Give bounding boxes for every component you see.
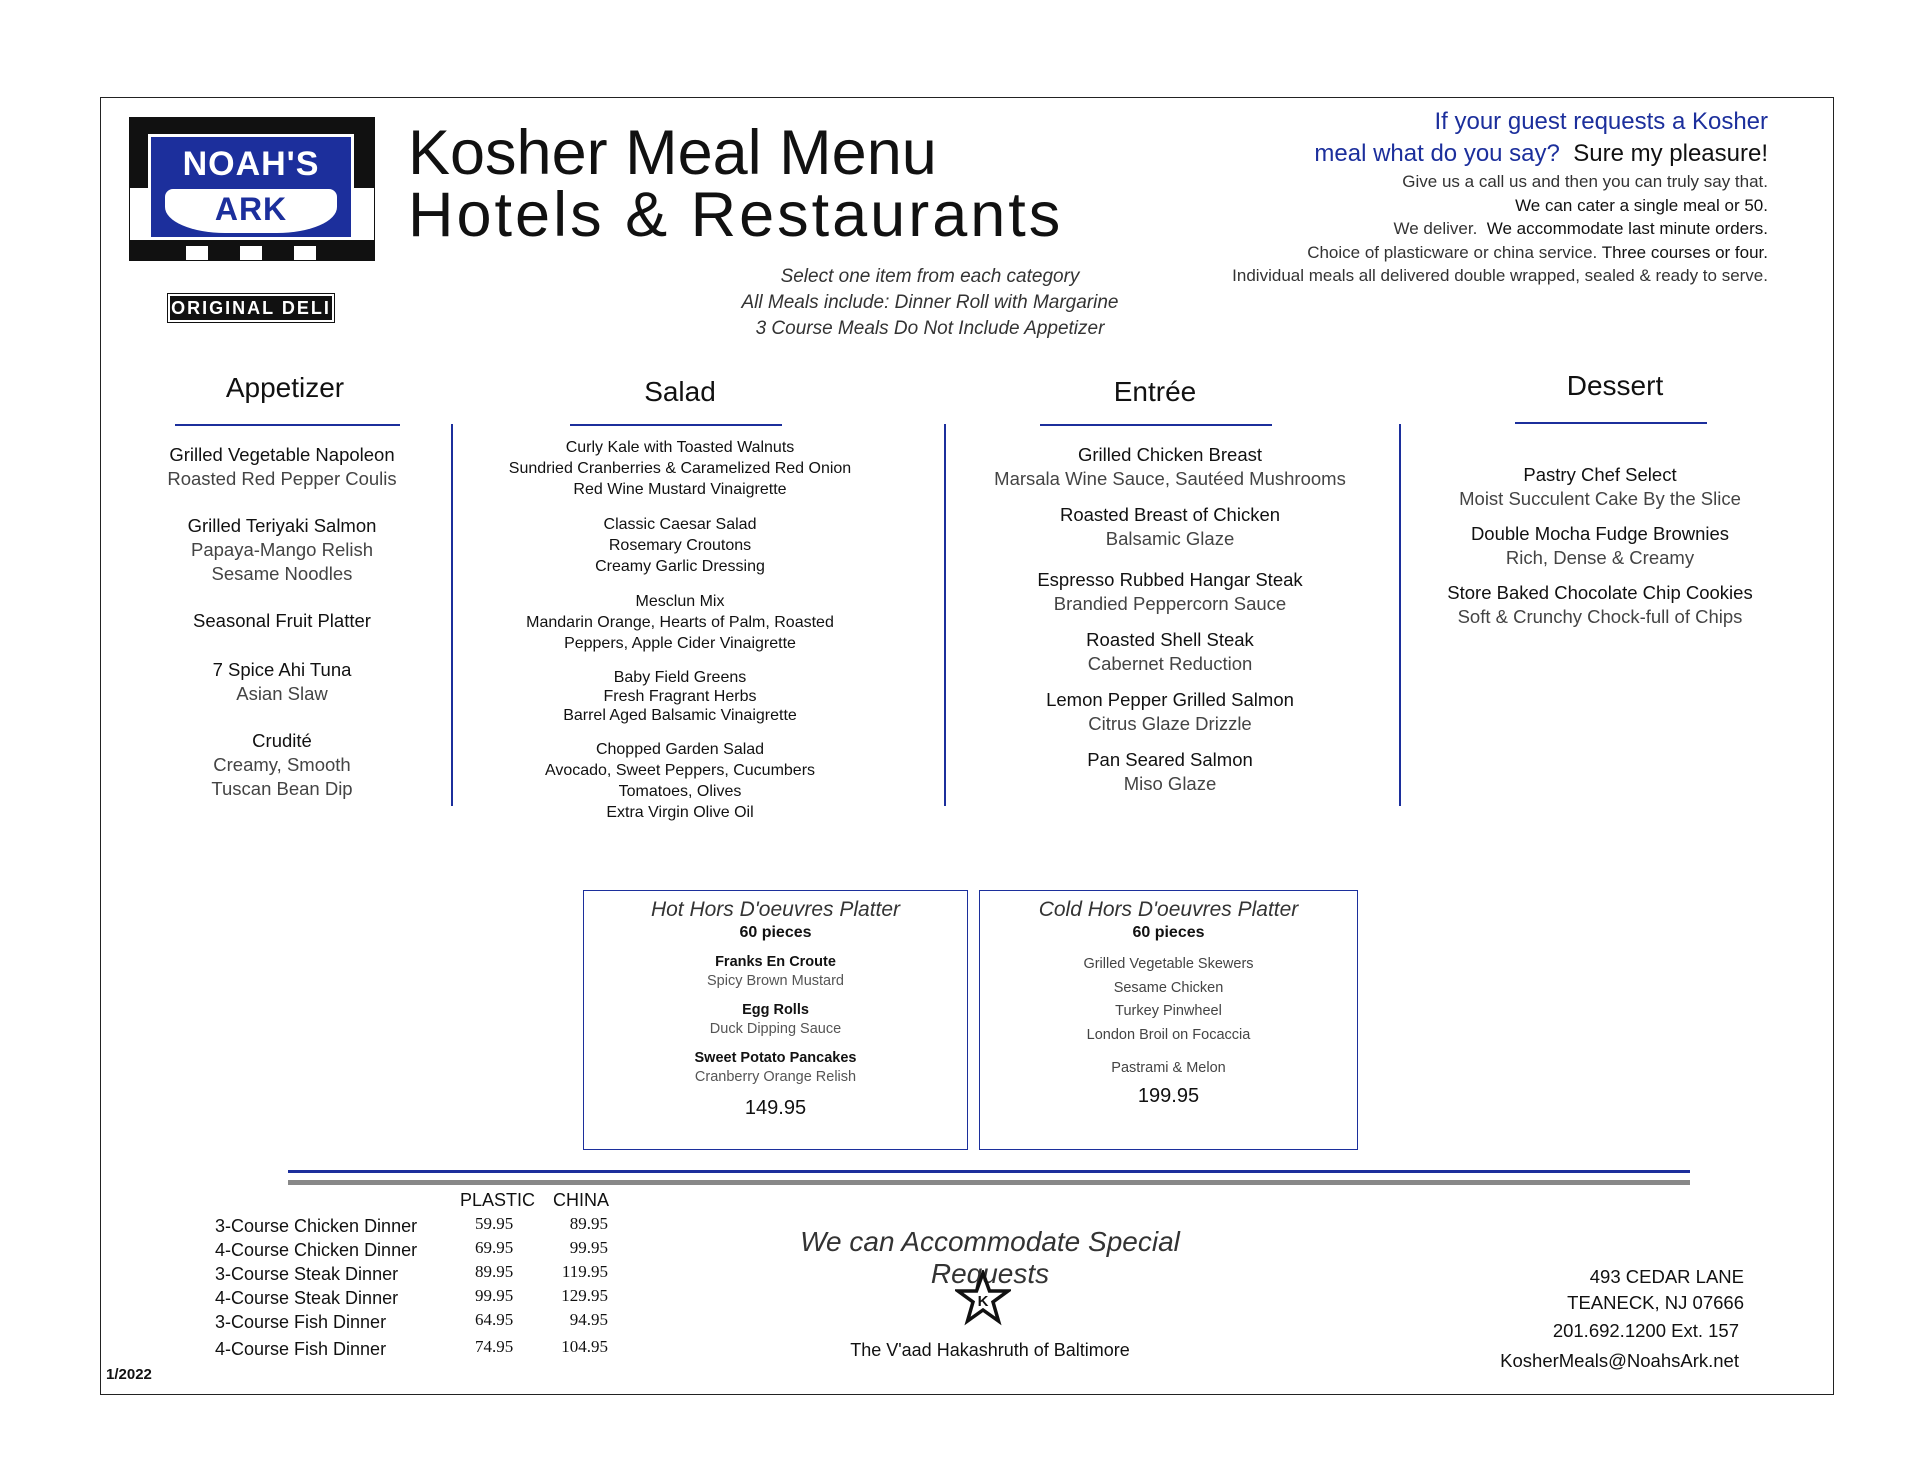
cold-platter-box xyxy=(979,890,1358,1150)
entree-heading: Entrée xyxy=(1113,376,1197,407)
certification-text: The V'aad Hakashruth of Baltimore xyxy=(850,1340,1130,1360)
list-item: Roasted Breast of Chicken Balsamic Glaze xyxy=(1059,504,1281,549)
cold-platter-extra: Pastrami & Melon xyxy=(1111,1060,1226,1076)
logo-line2: ARK xyxy=(214,191,288,227)
entree-rule xyxy=(1040,424,1272,426)
cold-platter-title: Cold Hors D'oeuvres Platter xyxy=(1038,898,1299,921)
svg-text:K: K xyxy=(977,1293,989,1310)
price-china-column: 89.95 99.95 119.95 129.95 94.95 104.95 xyxy=(561,1214,608,1356)
hot-platter-price: 149.95 xyxy=(744,1097,807,1119)
salad-rule xyxy=(570,424,782,426)
list-item: Baby Field Greens Fresh Fragrant Herbs Barrel Aged Balsamic Vinaigrette xyxy=(563,669,797,724)
cold-platter-pieces: 60 pieces xyxy=(1132,924,1205,941)
list-item: Pan Seared Salmon Miso Glaze xyxy=(1087,749,1253,794)
list-item: Seasonal Fruit Platter xyxy=(193,610,371,631)
list-item: Classic Caesar Salad Rosemary Croutons Creamy Garlic Dressing xyxy=(595,516,765,575)
selection-note: Select one item from each category All Meals include: Dinner Roll with Margarine 3 Course Meals Do Not Include Appetizer xyxy=(741,266,1119,339)
special-requests-note: We can Accommodate Special Requests xyxy=(800,1226,1180,1289)
hot-platter-box xyxy=(583,890,968,1150)
dessert-rule xyxy=(1515,422,1707,424)
page-subtitle: Hotels & Restaurants xyxy=(408,180,1064,250)
list-item: Sweet Potato Pancakes Cranberry Orange Relish xyxy=(694,1050,857,1085)
list-item: Store Baked Chocolate Chip Cookies Soft & Crunchy Chock-full of Chips xyxy=(1447,582,1753,627)
list-item: Grilled Teriyaki Salmon Papaya-Mango Relish Sesame Noodles xyxy=(187,515,377,584)
appetizer-list xyxy=(150,443,414,824)
list-item: Double Mocha Fudge Brownies Rich, Dense & Creamy xyxy=(1470,523,1730,568)
list-item: Mesclun Mix Mandarin Orange, Hearts of Palm, Roasted Peppers, Apple Cider Vinaigrette xyxy=(526,593,834,652)
hot-platter-title: Hot Hors D'oeuvres Platter xyxy=(650,898,901,921)
cold-platter-price: 199.95 xyxy=(1137,1084,1200,1107)
list-item: Pastry Chef Select Moist Succulent Cake By the Slice xyxy=(1459,464,1741,509)
revision-date: 1/2022 xyxy=(106,1366,152,1383)
list-item: Roasted Shell Steak Cabernet Reduction xyxy=(1086,629,1254,674)
page-title: Kosher Meal Menu xyxy=(408,118,937,188)
contact-info xyxy=(1500,1316,1739,1376)
kosher-star-icon xyxy=(955,1270,1011,1328)
column-divider xyxy=(451,424,453,806)
email-link[interactable]: KosherMeals@NoahsArk.net xyxy=(1500,1350,1739,1371)
price-names: 3-Course Chicken Dinner 4-Course Chicken Dinner 3-Course Steak Dinner 4-Course Steak Dinner 3-Course Fish Dinner 4-Course Fish Dinner xyxy=(215,1216,418,1359)
price-plastic-column: 59.95 69.95 89.95 99.95 64.95 74.95 xyxy=(475,1214,514,1356)
list-item: Curly Kale with Toasted Walnuts Sundried Cranberries & Caramelized Red Onion Red Wine Mustard Vinaigrette xyxy=(508,439,852,498)
list-item: Egg Rolls Duck Dipping Sauce xyxy=(709,1002,842,1037)
salad-heading: Salad xyxy=(644,376,716,407)
promo-text: If your guest requests a Kosher meal what do you say? Sure my pleasure! Give us a call us and then you can truly say that. We can cater a single meal or 50. We deliver. We accommodate last minute orders. Choice of plasticware or china service. Three courses or four. Individual meals all delivered double wrapped, sealed & ready to serve. xyxy=(1232,108,1768,285)
col-header-china: CHINA xyxy=(553,1190,610,1210)
appetizer-rule xyxy=(175,424,400,426)
dessert-heading: Dessert xyxy=(1566,370,1664,401)
cold-platter-items: Grilled Vegetable Skewers Sesame Chicken Turkey Pinwheel London Broil on Focaccia xyxy=(1083,956,1254,1043)
divider-gray xyxy=(288,1180,1690,1185)
phone: 201.692.1200 Ext. 157 xyxy=(1552,1320,1739,1341)
list-item: Franks En Croute Spicy Brown Mustard xyxy=(707,954,844,989)
col-header-plastic: PLASTIC xyxy=(460,1190,536,1210)
divider-blue xyxy=(288,1170,1690,1173)
appetizer-heading: Appetizer xyxy=(225,372,345,403)
column-divider xyxy=(1399,424,1401,806)
salad-list xyxy=(470,437,890,837)
hot-platter-pieces: 60 pieces xyxy=(739,924,812,941)
list-item: Lemon Pepper Grilled Salmon Citrus Glaze Drizzle xyxy=(1046,689,1294,734)
noahs-ark-logo xyxy=(129,117,375,261)
list-item: Grilled Chicken Breast Marsala Wine Sauce, Sautéed Mushrooms xyxy=(994,444,1346,489)
logo-line1: NOAH'S xyxy=(182,145,320,183)
list-item: 7 Spice Ahi Tuna Asian Slaw xyxy=(212,659,352,704)
list-item: Crudité Creamy, Smooth Tuscan Bean Dip xyxy=(211,730,353,799)
address: 493 CEDAR LANE TEANECK, NJ 07666 xyxy=(1567,1266,1744,1313)
list-item: Espresso Rubbed Hangar Steak Brandied Peppercorn Sauce xyxy=(1037,569,1303,614)
column-divider xyxy=(944,424,946,806)
list-item: Chopped Garden Salad Avocado, Sweet Peppers, Cucumbers Tomatoes, Olives Extra Virgin Olive Oil xyxy=(544,741,816,821)
original-deli-badge: ORIGINAL DELI xyxy=(167,293,335,323)
list-item: Grilled Vegetable Napoleon Roasted Red Pepper Coulis xyxy=(167,444,397,489)
dessert-list xyxy=(1425,463,1775,640)
entree-list xyxy=(980,443,1360,808)
